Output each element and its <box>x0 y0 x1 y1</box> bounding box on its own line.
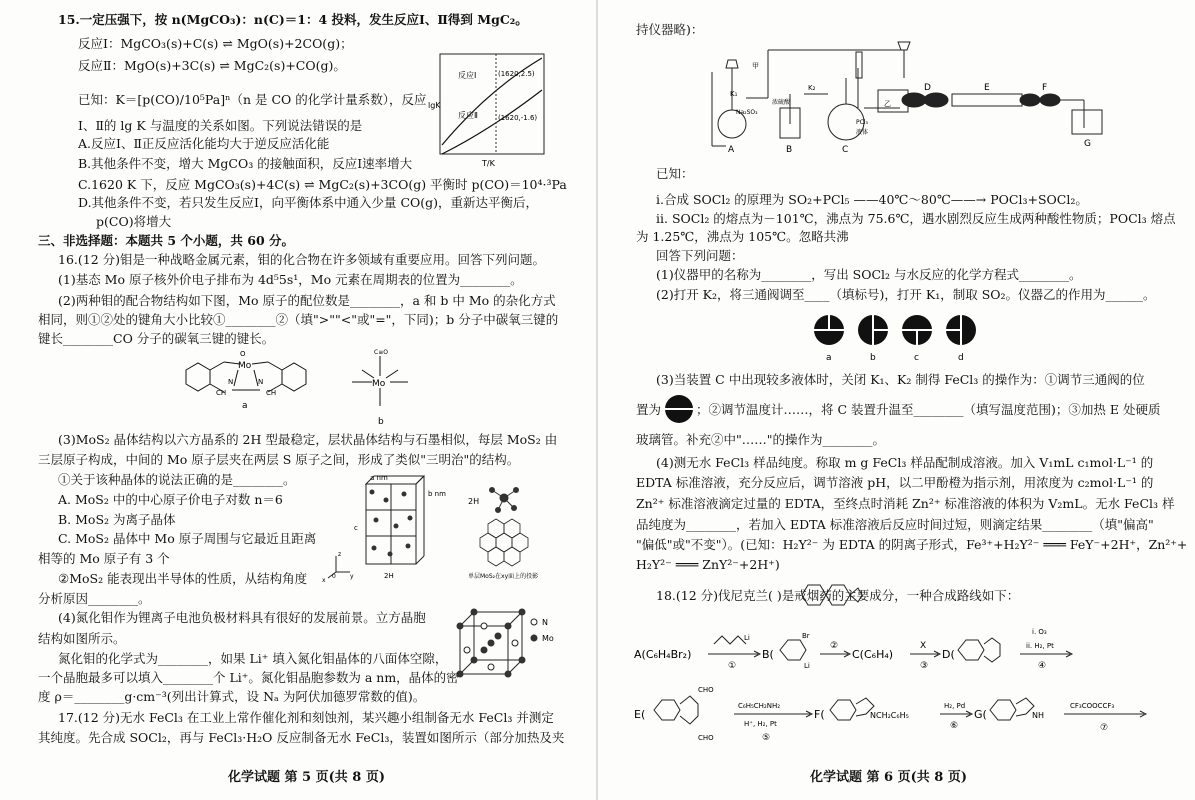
route-step5-bottom: H⁺, H₂, Pt <box>744 720 777 728</box>
route-A: A(C₆H₄Br₂) <box>634 648 692 661</box>
q17-part3-line2a: 置为 <box>636 402 662 417</box>
struct-b-co: C≡O <box>374 349 388 356</box>
q17-part4-line6: H₂Y²⁻ ═══ ZnY²⁻+2H⁺) <box>636 557 780 572</box>
valve-label-b: b <box>870 353 876 363</box>
label-A: A <box>728 145 735 154</box>
q17-part2: (2)打开 K₂，将三通阀调至____（填标号)，打开 K₁，制取 SO₂。仪器乙的作用为______。 <box>656 287 1156 302</box>
q17-line1: 17.(12 分)无水 FeCl₃ 在工业上常作催化剂和刻蚀剂，某兴趣小组制备无水 FeCl₃ 并测定 <box>58 710 554 725</box>
route-step-6: ⑥ <box>950 721 959 731</box>
route-step-7: ⑦ <box>1100 723 1109 733</box>
q16-part1: (1)基态 Mo 原子核外价电子排布为 4d⁵5s¹，Mo 元素在周期表的位置为________。 <box>58 272 523 287</box>
q15-reaction2: 反应Ⅱ：MgO(s)+3C(s) ⇌ MgC₂(s)+CO(g)。 <box>78 58 346 73</box>
q17-continued: 持仪器略)： <box>636 22 704 37</box>
route-step4-top: i. O₃ <box>1032 628 1047 636</box>
cell-b: b nm <box>428 490 446 498</box>
label-B: B <box>786 145 793 154</box>
q17-part4-line4: 品纯度为________，若加入 EDTA 标准溶液后反应时间过短，则滴定结果________（填"偏高" <box>636 517 1154 532</box>
q16-part3-q2-line2: 分析原因________。 <box>38 591 151 606</box>
known-header: 已知： <box>656 166 694 181</box>
q17-part4-line3: Zn²⁺ 标准溶液滴定过量的 EDTA，至终点时消耗 Zn²⁺ 标准溶液的体积为 V₂mL。无水 FeCl₃ 样 <box>636 496 1175 511</box>
q15-reaction1: 反应Ⅰ：MgCO₃(s)+C(s) ⇌ MgO(s)+2CO(g)； <box>78 36 353 51</box>
struct-b-mo: Mo <box>372 379 386 389</box>
q17-part3-line2b: ；②调节温度计……，将 C 装置升温至________（填写温度范围)；③加热 E 处硬质 <box>696 402 1161 417</box>
legend-n: N <box>542 618 548 627</box>
label-C: C <box>842 145 849 154</box>
q16-part3-q2: ②MoS₂ 能表现出半导体的性质，从结构角度 <box>58 571 308 586</box>
valve-label-c: c <box>914 353 919 363</box>
q15-option-d2: p(CO)将增大 <box>96 214 172 229</box>
mo-complex-b <box>338 346 422 426</box>
q16-part3-option-b: B. MoS₂ 为离子晶体 <box>58 512 176 527</box>
axis-z: z <box>338 551 342 558</box>
label-na2so3: Na₂SO₃ <box>736 109 758 116</box>
label-yi: 乙 <box>884 100 891 108</box>
route-E: E( <box>634 708 646 721</box>
label-G: G <box>1084 139 1091 149</box>
label-F: F <box>1042 83 1048 93</box>
valve-label-d: d <box>958 353 964 363</box>
section-3-header: 三、非选择题：本题共 5 个小题，共 60 分。 <box>38 233 295 248</box>
mo-complex-a <box>176 348 316 412</box>
left-page-footer: 化学试题 第 5 页(共 8 页) <box>228 770 386 785</box>
q16-part4-line1: (4)氮化钼作为锂离子电池负极材料具有很好的发展前景。立方晶胞 <box>58 610 426 625</box>
route-G: G( <box>974 708 987 721</box>
curve-reaction-2 <box>442 90 542 154</box>
molybdenum-nitride-cell <box>448 606 568 682</box>
q17-ask: 回答下列问题： <box>656 248 744 263</box>
route-cho1: CHO <box>698 686 714 694</box>
route-br: Br <box>802 632 810 640</box>
route-F: F( <box>814 708 825 721</box>
route-step7-top: CF₃COOCCF₃ <box>1070 702 1115 710</box>
q16-line1: 16.(12 分)钼是一种战略金属元素，钼的化合物在许多领域有重要应用。回答下列问题。 <box>58 252 546 267</box>
q16-part2-line3: 键长________CO 分子的碳氧三键的键长。 <box>38 331 275 346</box>
axis-x: x <box>322 577 326 584</box>
struct-a-n2: N <box>258 378 264 386</box>
cell-caption: 单层MoS₂在xy面上的投影 <box>468 573 539 580</box>
q16-part4-line5: 度 ρ＝________g·cm⁻³(列出计算式，设 Nₐ 为阿伏加德罗常数的值)。 <box>38 689 426 704</box>
q16-part2-line2: 相同，则①②处的键角大小比较①________②（填">""<"或"="，下同)；b 分子中碳氧三键的 <box>38 312 559 327</box>
struct-a-ch2: CH <box>266 389 277 397</box>
q17-part4-line2: EDTA 标准溶液，充分反应后，调节溶液 pH，以二甲酚橙为指示剂，用浓度为 c₂mol·L⁻¹ 的 <box>636 475 1154 490</box>
route-li: Li <box>744 634 750 642</box>
graph-label-2: 反应Ⅱ <box>458 111 478 120</box>
q15-option-b: B.其他条件不变，增大 MgCO₃ 的接触面积，反应Ⅰ速率增大 <box>78 156 413 171</box>
q17-part4-line1: (4)测无水 FeCl₃ 样品纯度。称取 m g FeCl₃ 样品配制成溶液。加入 V₁mL c₁mol·L⁻¹ 的 <box>656 455 1154 470</box>
q16-part4-line2: 结构如图所示。 <box>38 631 126 646</box>
q16-part3-q1: ①关于该种晶体的说法正确的是________。 <box>58 472 296 487</box>
known-i: i.合成 SOCl₂ 的原理为 SO₂+PCl₅ ——40℃～80℃——→ POCl₃+SOCl₂。 <box>656 192 1088 207</box>
label-k1: K₁ <box>730 90 738 98</box>
known-ii-line2: 为 1.25℃，沸点为 105℃。忽略共沸 <box>636 229 849 244</box>
q17-part3-line1: (3)当装置 C 中出现较多液体时，关闭 K₁、K₂ 制得 FeCl₃ 的操作为：①调节三通阀的位 <box>656 372 1145 387</box>
q17-part4-line5: "偏低"或"不变"）。(已知：H₂Y²⁻ 为 EDTA 的阴离子形式，Fe³⁺+H₂Y²⁻ ═══ FeY⁻+2H⁺，Zn²⁺+ <box>636 537 1188 552</box>
three-way-valve-options <box>813 312 993 364</box>
right-page-footer: 化学试题 第 6 页(共 8 页) <box>810 770 968 785</box>
route-x: X <box>920 641 927 651</box>
q16-part3-line2: 三层原子构成，中间的 Mo 原子层夹在两层 S 原子之间，形成了类似"三明治"的结构。 <box>38 452 520 467</box>
cell-a: a nm <box>370 474 388 482</box>
q15-option-c: C.1620 K 下，反应 MgCO₃(s)+4C(s) ⇌ MgC₂(s)+3CO(g) 平衡时 p(CO)＝10⁴·³Pa <box>78 177 567 192</box>
q16-part2-line1: (2)两种钼的配合物结构如下图，Mo 原子的配位数是________，a 和 b 中 Mo 的杂化方式 <box>58 293 556 308</box>
cell-c: c <box>354 524 358 532</box>
label-pcl3: PCl₃ <box>856 119 868 126</box>
varenicline-structure <box>796 578 866 612</box>
cell-type2-label: 2H <box>468 497 480 506</box>
route-li2: Li <box>804 662 810 670</box>
left-page <box>0 0 597 800</box>
synthesis-route <box>634 614 1164 764</box>
struct-b-label: b <box>378 417 384 426</box>
route-step-3: ③ <box>920 661 929 671</box>
route-step6-top: H₂, Pd <box>944 702 966 710</box>
label-E: E <box>984 83 990 93</box>
q16-part4-line3: 氮化钼的化学式为________，如果 Li⁺ 填入氮化钼晶体的八面体空隙， <box>58 651 448 666</box>
graph-ylabel: lgK <box>428 101 441 110</box>
graph-point-1: (1620,2.5) <box>498 70 535 78</box>
struct-a-mo: Mo <box>238 361 252 371</box>
route-nch2: NCH₂C₆H₅ <box>870 711 909 720</box>
q15-stem: Ⅰ、Ⅱ的 lg K 与温度的关系如图。下列说法错误的是 <box>78 118 363 133</box>
cell-type-label: 2H <box>384 572 394 580</box>
q16-part3-line1: (3)MoS₂ 晶体结构以六方晶系的 2H 型最稳定，层状晶体结构与石墨相似，每层 MoS₂ 由 <box>58 432 558 447</box>
q17-part1: (1)仪器甲的名称为________，写出 SOCl₂ 与水反应的化学方程式________。 <box>656 267 1082 282</box>
route-step-2: ② <box>830 641 839 651</box>
mos2-crystal-figure <box>320 472 560 584</box>
route-cho2: CHO <box>698 734 714 742</box>
legend-mo: Mo <box>542 634 554 643</box>
q15-option-a: A.反应Ⅰ、Ⅱ正反应活化能均大于逆反应活化能 <box>78 136 330 151</box>
route-step-1: ① <box>728 661 737 671</box>
axis-y: y <box>350 573 354 580</box>
label-conc: 浓硫酸 <box>772 99 791 106</box>
q15-option-d1: D.其他条件不变，若只发生反应Ⅰ，向平衡体系中通入少量 CO(g)，重新达平衡后， <box>78 195 539 210</box>
route-B: B( <box>762 648 774 661</box>
label-liq: 液体 <box>856 129 869 136</box>
q16-part4-line4: 一个晶胞最多可以填入________个 Li⁺。氮化钼晶胞参数为 a nm，晶体的密 <box>38 670 459 685</box>
axis-origin: 0 <box>332 573 336 580</box>
q16-part3-option-a: A. MoS₂ 中的中心原子价电子对数 n＝6 <box>58 492 283 507</box>
label-D: D <box>924 83 931 93</box>
route-step4-bottom: ii. H₂, Pt <box>1026 642 1054 650</box>
route-step-5: ⑤ <box>762 733 771 743</box>
lgk-temperature-graph <box>428 50 548 170</box>
apparatus-diagram <box>708 38 1118 154</box>
graph-xlabel: T/K <box>482 159 495 168</box>
struct-a-o: O <box>240 350 246 358</box>
route-nh: NH <box>1032 711 1044 720</box>
struct-a-label: a <box>242 401 248 411</box>
route-D: D( <box>942 648 955 661</box>
q15-line1: 15.一定压强下，按 n(MgCO₃)：n(C)＝1：4 投料，发生反应Ⅰ、Ⅱ得到 MgC₂。 <box>58 12 528 27</box>
q16-part3-option-c1: C. MoS₂ 晶体中 Mo 原子周围与它最近且距离 <box>58 531 317 546</box>
right-page <box>598 0 1195 800</box>
route-step5-top: C₆H₅CH₂NH₂ <box>738 702 781 710</box>
known-ii-line1: ii. SOCl₂ 的熔点为－101℃，沸点为 75.6℃，遇水剧烈反应生成两种酸性物质；POCl₃ 熔点 <box>656 211 1176 226</box>
q18-line1: 18.(12 分)伐尼克兰( )是戒烟药的主要成分，一种合成路线如下： <box>656 588 1020 603</box>
q17-part3-line3: 玻璃管。补充②中"……"的操作为________。 <box>636 432 885 447</box>
route-C: C(C₆H₄) <box>852 648 894 661</box>
struct-a-n1: N <box>228 378 234 386</box>
graph-point-2: (1620,-1.6) <box>498 114 538 122</box>
q15-known: 已知：K＝[p(CO)/10⁵Pa]ⁿ（n 是 CO 的化学计量系数），反应 <box>78 92 427 107</box>
q17-line2: 其纯度。先合成 SOCl₂，再与 FeCl₃·H₂O 反应制备无水 FeCl₃，装置如图所示（部分加热及夹 <box>38 730 565 745</box>
struct-a-ch1: CH <box>216 389 227 397</box>
q16-part3-option-c2: 相等的 Mo 原子有 3 个 <box>38 551 170 566</box>
valve-position-blank <box>664 394 694 424</box>
label-jia: 甲 <box>752 62 759 70</box>
label-k2: K₂ <box>808 84 816 92</box>
route-step-4: ④ <box>1038 661 1047 671</box>
valve-label-a: a <box>826 353 832 363</box>
graph-label-1: 反应Ⅰ <box>458 71 477 80</box>
